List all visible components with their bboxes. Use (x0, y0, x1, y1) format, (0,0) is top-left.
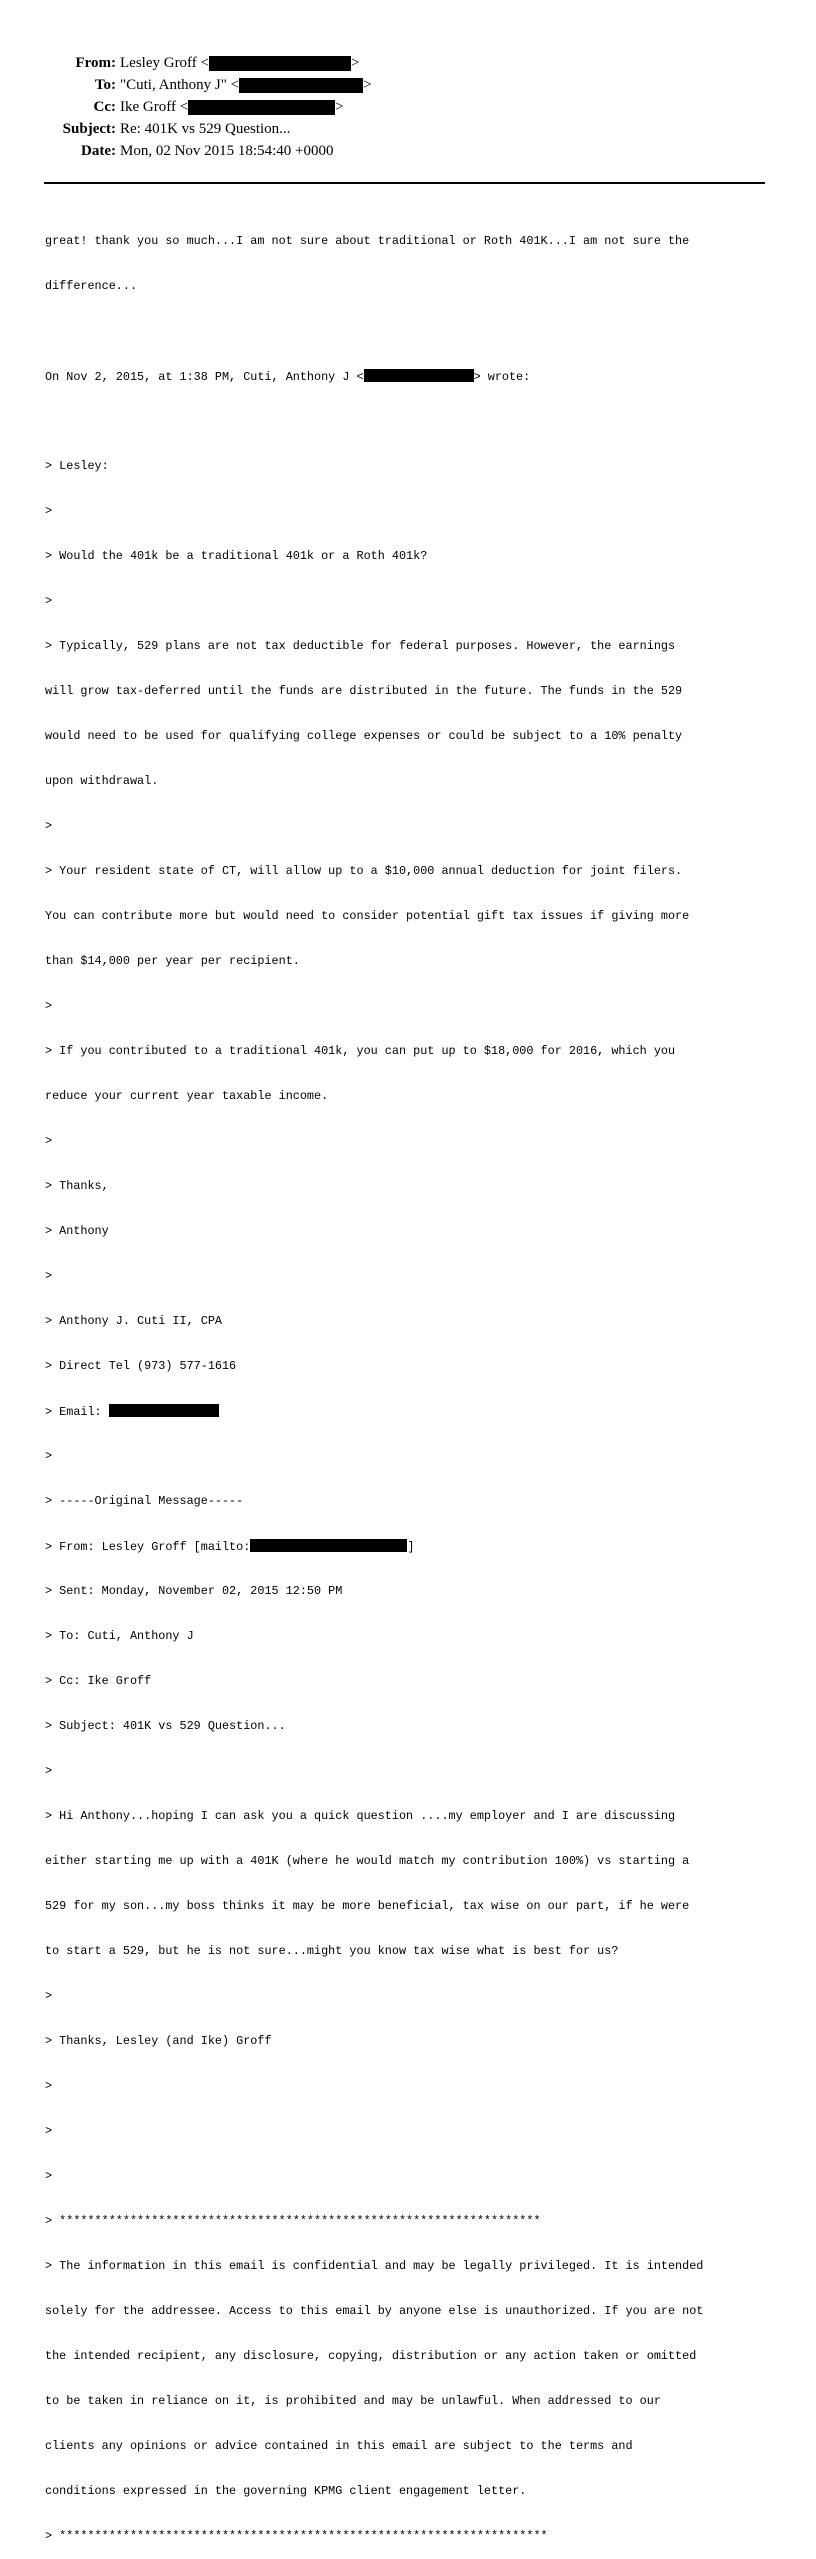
email-header (0, 52, 816, 162)
body-line: > ********************************************************************* (45, 2529, 548, 2543)
subject-label: Subject: (62, 121, 116, 137)
body-line: > Anthony (45, 1224, 109, 1238)
body-line: > (45, 1269, 53, 1283)
body-line: solely for the addressee. Access to this email by anyone else is unauthorized. If you are not (45, 2304, 704, 2318)
body-line: > (45, 2079, 53, 2093)
body-line: > (45, 1449, 53, 1463)
body-line: > Lesley: (45, 459, 109, 473)
body-line: to be taken in reliance on it, is prohibited and may be unlawful. When addressed to our (45, 2394, 661, 2408)
subject-row (0, 118, 816, 140)
to-label: To: (94, 77, 116, 93)
redacted-email (109, 1404, 219, 1417)
to-row: To: "Cuti, Anthony J" < > (0, 74, 816, 96)
to-name: "Cuti, Anthony J" < (120, 77, 240, 93)
body-line: > Email: (45, 1404, 785, 1419)
body-line: > Would the 401k be a traditional 401k or a Roth 401k? (45, 549, 428, 563)
body-line: > Thanks, Lesley (and Ike) Groff (45, 2034, 272, 2048)
body-line: > Your resident state of CT, will allow up to a $10,000 annual deduction for joint filers. (45, 864, 683, 878)
body-line: > From: Lesley Groff [mailto: ] (45, 1540, 415, 1554)
body-line: > Anthony J. Cuti II, CPA (45, 1314, 222, 1328)
body-line: > Hi Anthony...hoping I can ask you a quick question ....my employer and I are discussing (45, 1809, 676, 1823)
subject-value: Re: 401K vs 529 Question... (120, 121, 291, 137)
body-line: to start a 529, but he is not sure...might you know tax wise what is best for us? (45, 1944, 619, 1958)
cc-name: Ike Groff < (120, 99, 189, 115)
body-line: > (45, 1989, 53, 2003)
body-line: either starting me up with a 401K (where he would match my contribution 100%) vs starting a (45, 1854, 690, 1868)
redacted-email (250, 1539, 407, 1552)
from-name: Lesley Groff < (120, 55, 209, 71)
header-divider (44, 182, 765, 184)
body-line: > Sent: Monday, November 02, 2015 12:50 PM (45, 1584, 343, 1598)
redacted-email (188, 100, 335, 115)
body-line: the intended recipient, any disclosure, copying, distribution or any action taken or omitted (45, 2349, 697, 2363)
body-line: > (45, 1134, 53, 1148)
body-line: difference... (45, 279, 138, 293)
cc-label: Cc: (93, 99, 116, 115)
body-line: > (45, 504, 53, 518)
body-line: 529 for my son...my boss thinks it may be more beneficial, tax wise on our part, if he were (45, 1899, 690, 1913)
redacted-email (364, 369, 474, 382)
body-line: would need to be used for qualifying college expenses or could be subject to a 10% penalty (45, 729, 683, 743)
body-line: > (45, 819, 53, 833)
email-body (45, 204, 785, 2559)
body-line: conditions expressed in the governing KPMG client engagement letter. (45, 2484, 527, 2498)
from-row: From: Lesley Groff < > (0, 52, 816, 74)
body-line: > (45, 999, 53, 1013)
body-line: > (45, 2124, 53, 2138)
body-line: > Direct Tel (973) 577-1616 (45, 1359, 237, 1373)
cc-row: Cc: Ike Groff < > (0, 96, 816, 118)
body-line: > -----Original Message----- (45, 1494, 244, 1508)
body-line: > (45, 594, 53, 608)
body-line: > To: Cuti, Anthony J (45, 1629, 194, 1643)
body-line: than $14,000 per year per recipient. (45, 954, 300, 968)
body-line (45, 324, 785, 339)
body-line: clients any opinions or advice contained in this email are subject to the terms and (45, 2439, 633, 2453)
body-line (45, 414, 785, 429)
date-label: Date: (81, 143, 116, 159)
body-line: > The information in this email is confidential and may be legally privileged. It is intended (45, 2259, 704, 2273)
body-line: reduce your current year taxable income. (45, 1089, 329, 1103)
body-line: upon withdrawal. (45, 774, 159, 788)
date-row (0, 140, 816, 162)
body-line: > (45, 1764, 53, 1778)
redacted-email (209, 56, 351, 71)
body-line: > Typically, 529 plans are not tax deductible for federal purposes. However, the earnings (45, 639, 676, 653)
body-line: On Nov 2, 2015, at 1:38 PM, Cuti, Anthony J < > wrote: (45, 370, 531, 384)
body-line: great! thank you so much...I am not sure about traditional or Roth 401K...I am not sure the (45, 234, 690, 248)
body-line: > ******************************************************************** (45, 2214, 541, 2228)
body-line: > If you contributed to a traditional 401k, you can put up to $18,000 for 2016, which you (45, 1044, 676, 1058)
body-line: > Subject: 401K vs 529 Question... (45, 1719, 286, 1733)
body-line: You can contribute more but would need to consider potential gift tax issues if giving more (45, 909, 690, 923)
body-line: will grow tax-deferred until the funds are distributed in the future. The funds in the 529 (45, 684, 683, 698)
body-line: > (45, 2169, 53, 2183)
body-line: > Thanks, (45, 1179, 109, 1193)
date-value: Mon, 02 Nov 2015 18:54:40 +0000 (120, 143, 334, 159)
body-line: > Cc: Ike Groff (45, 1674, 152, 1688)
from-label: From: (75, 55, 116, 71)
redacted-email (239, 78, 363, 93)
